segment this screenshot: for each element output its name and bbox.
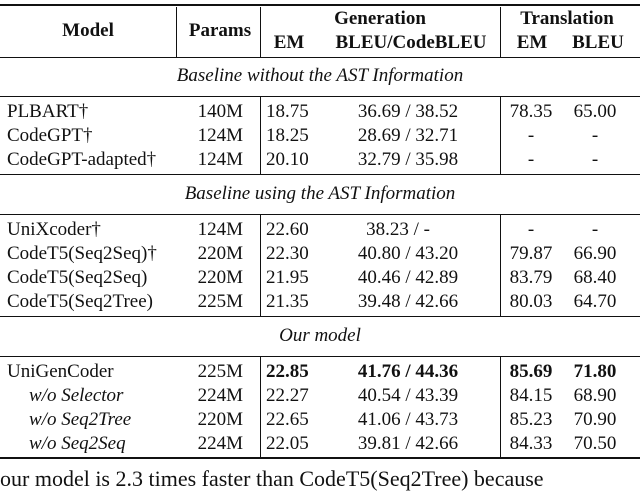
tr-bleu-cell: 68.90 xyxy=(573,385,617,406)
gen-em-cell: 20.10 xyxy=(266,149,309,170)
top-rule xyxy=(0,4,640,6)
tr-em-cell: - xyxy=(527,219,535,240)
tr-bleu-cell: 65.00 xyxy=(573,101,617,122)
section-caption: Baseline using the AST Information xyxy=(184,183,456,204)
tr-bleu-cell: - xyxy=(591,125,599,146)
gen-em-cell: 22.85 xyxy=(266,361,309,382)
tr-bleu-cell: 70.90 xyxy=(573,409,617,430)
tr-em-cell: 79.87 xyxy=(509,243,553,264)
header-gen-em: EM xyxy=(273,32,305,53)
params-cell: 124M xyxy=(197,219,243,240)
tr-em-cell: 84.15 xyxy=(509,385,553,406)
gen-bleu-cell: 41.06 / 43.73 xyxy=(357,409,459,430)
header-tr-em: EM xyxy=(516,32,548,53)
gen-bleu-cell: 39.81 / 42.66 xyxy=(357,433,459,454)
column-rule xyxy=(500,97,501,174)
section-rule xyxy=(0,96,640,97)
gen-em-cell: 18.25 xyxy=(266,125,309,146)
tr-em-cell: 84.33 xyxy=(509,433,553,454)
tr-em-cell: 83.79 xyxy=(509,267,553,288)
params-cell: 220M xyxy=(197,267,243,288)
params-cell: 124M xyxy=(197,125,243,146)
tr-bleu-cell: 68.40 xyxy=(573,267,617,288)
model-name: w/o Seq2Tree xyxy=(29,409,132,430)
model-name: w/o Selector xyxy=(29,385,124,406)
gen-bleu-cell: 39.48 / 42.66 xyxy=(357,291,459,312)
section-caption: Our model xyxy=(279,325,361,346)
header-model: Model xyxy=(62,20,114,41)
model-name: UniGenCoder xyxy=(7,361,114,382)
gen-bleu-cell: 40.46 / 42.89 xyxy=(357,267,459,288)
params-cell: 225M xyxy=(197,291,243,312)
tr-bleu-cell: - xyxy=(591,149,599,170)
params-cell: 140M xyxy=(197,101,243,122)
column-rule xyxy=(260,357,261,457)
gen-bleu-cell: 32.79 / 35.98 xyxy=(357,149,459,170)
params-cell: 225M xyxy=(197,361,243,382)
gen-bleu-cell: 40.80 / 43.20 xyxy=(357,243,459,264)
bottom-rule xyxy=(0,457,640,459)
gen-em-cell: 22.30 xyxy=(266,243,309,264)
header-generation: Generation xyxy=(334,8,426,29)
section-rule xyxy=(0,356,640,357)
tr-bleu-cell: 66.90 xyxy=(573,243,617,264)
model-name: PLBART† xyxy=(7,101,89,122)
gen-bleu-cell: 40.54 / 43.39 xyxy=(357,385,459,406)
model-name: CodeT5(Seq2Seq)† xyxy=(7,243,157,264)
tr-em-cell: 80.03 xyxy=(509,291,553,312)
body-text: our model is 2.3 times faster than CodeT5(Seq2Tree) because xyxy=(0,466,544,491)
tr-bleu-cell: 64.70 xyxy=(573,291,617,312)
header-params: Params xyxy=(188,20,252,41)
section-rule xyxy=(0,214,640,215)
gen-em-cell: 22.60 xyxy=(266,219,309,240)
tr-bleu-cell: 71.80 xyxy=(573,361,617,382)
params-cell: 124M xyxy=(197,149,243,170)
tr-em-cell: 85.23 xyxy=(509,409,553,430)
model-name: CodeGPT† xyxy=(7,125,93,146)
params-cell: 224M xyxy=(197,385,243,406)
header-rule xyxy=(0,57,640,58)
column-rule xyxy=(500,215,501,316)
model-name: CodeT5(Seq2Seq) xyxy=(7,267,148,288)
gen-em-cell: 18.75 xyxy=(266,101,309,122)
group-rule xyxy=(0,316,640,317)
column-rule xyxy=(500,357,501,457)
gen-em-cell: 22.65 xyxy=(266,409,309,430)
column-rule xyxy=(260,7,261,57)
group-rule xyxy=(0,174,640,175)
tr-bleu-cell: - xyxy=(591,219,599,240)
tr-em-cell: 78.35 xyxy=(509,101,553,122)
column-rule xyxy=(260,215,261,316)
gen-em-cell: 21.95 xyxy=(266,267,309,288)
column-rule xyxy=(500,7,501,57)
gen-em-cell: 22.05 xyxy=(266,433,309,454)
gen-em-cell: 22.27 xyxy=(266,385,309,406)
params-cell: 220M xyxy=(197,243,243,264)
column-rule xyxy=(260,97,261,174)
tr-em-cell: - xyxy=(527,149,535,170)
gen-bleu-cell: 28.69 / 32.71 xyxy=(357,125,459,146)
model-name: CodeGPT-adapted† xyxy=(7,149,157,170)
section-caption: Baseline without the AST Information xyxy=(176,65,464,86)
header-translation: Translation xyxy=(520,8,614,29)
model-name: w/o Seq2Seq xyxy=(29,433,126,454)
header-tr-bleu: BLEU xyxy=(572,32,624,53)
gen-bleu-cell: 36.69 / 38.52 xyxy=(357,101,459,122)
params-cell: 224M xyxy=(197,433,243,454)
gen-bleu-cell: 38.23 / - xyxy=(366,219,430,240)
gen-bleu-cell: 41.76 / 44.36 xyxy=(357,361,459,382)
tr-bleu-cell: 70.50 xyxy=(573,433,617,454)
model-name: UniXcoder† xyxy=(7,219,101,240)
params-cell: 220M xyxy=(197,409,243,430)
tr-em-cell: 85.69 xyxy=(509,361,553,382)
column-rule xyxy=(176,7,177,57)
header-gen-bleu: BLEU/CodeBLEU xyxy=(335,32,487,53)
tr-em-cell: - xyxy=(527,125,535,146)
gen-em-cell: 21.35 xyxy=(266,291,309,312)
model-name: CodeT5(Seq2Tree) xyxy=(7,291,153,312)
